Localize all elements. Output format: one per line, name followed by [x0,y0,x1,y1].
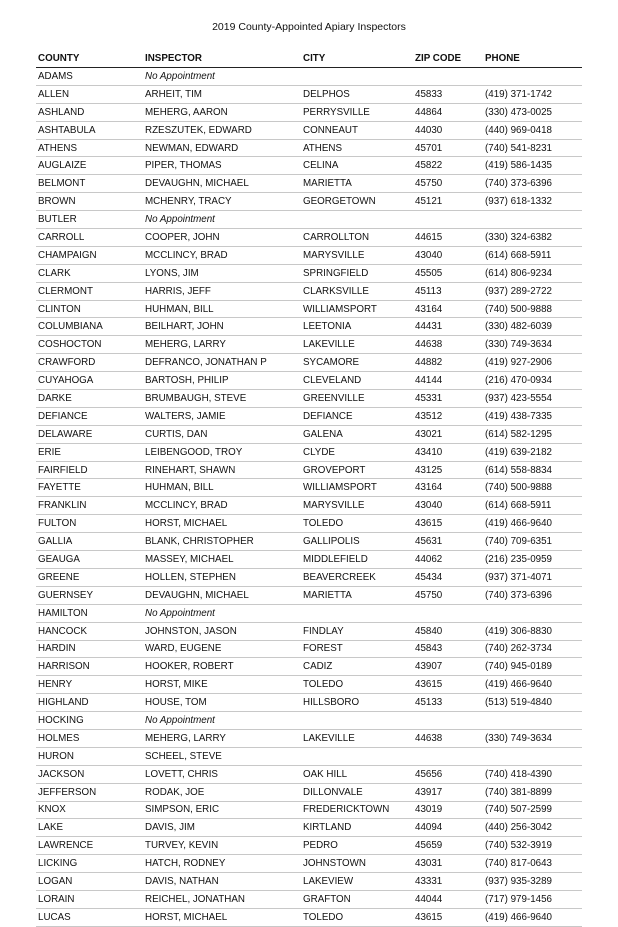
table-row [36,533,582,551]
city-cell: CLEVELAND [301,372,413,390]
phone-cell [483,747,582,765]
city-cell: CELINA [301,157,413,175]
inspector-cell: HORST, MICHAEL [143,908,301,926]
inspector-cell: MEHERG, LARRY [143,336,301,354]
county-cell: AUGLAIZE [36,157,143,175]
city-cell: MARYSVILLE [301,497,413,515]
city-cell: DEFIANCE [301,407,413,425]
inspector-cell: BARTOSH, PHILIP [143,372,301,390]
zip-code-cell: 44431 [413,318,483,336]
phone-cell: (740) 262-3734 [483,640,582,658]
zip-code-cell: 45659 [413,837,483,855]
city-cell: OAK HILL [301,765,413,783]
phone-cell: (937) 371-4071 [483,568,582,586]
zip-code-cell: 45133 [413,694,483,712]
county-cell: ERIE [36,443,143,461]
zip-code-cell: 44144 [413,372,483,390]
table-row [36,103,582,121]
table-row [36,712,582,730]
zip-code-cell: 43917 [413,783,483,801]
county-cell: HAMILTON [36,604,143,622]
table-row [36,676,582,694]
inspector-cell: DEVAUGHN, MICHAEL [143,175,301,193]
inspector-cell: RINEHART, SHAWN [143,461,301,479]
zip-code-cell: 45113 [413,282,483,300]
city-cell: CADIZ [301,658,413,676]
inspector-cell: RZESZUTEK, EDWARD [143,121,301,139]
phone-cell: (330) 482-6039 [483,318,582,336]
city-cell: FINDLAY [301,622,413,640]
phone-cell: (330) 749-3634 [483,336,582,354]
inspector-cell: DAVIS, JIM [143,819,301,837]
zip-code-cell: 43040 [413,246,483,264]
city-cell: GRAFTON [301,890,413,908]
zip-code-cell [413,712,483,730]
county-cell: LAWRENCE [36,837,143,855]
county-cell: ASHLAND [36,103,143,121]
zip-code-cell: 45331 [413,390,483,408]
table-row [36,157,582,175]
county-cell: COSHOCTON [36,336,143,354]
inspector-cell: HOOKER, ROBERT [143,658,301,676]
table-row [36,461,582,479]
inspector-cell: HORST, MICHAEL [143,515,301,533]
city-cell: GALENA [301,425,413,443]
city-cell [301,747,413,765]
phone-cell: (440) 256-3042 [483,819,582,837]
city-cell: FREDERICKTOWN [301,801,413,819]
phone-cell: (740) 381-8899 [483,783,582,801]
phone-cell [483,604,582,622]
table-row [36,765,582,783]
inspector-cell: JOHNSTON, JASON [143,622,301,640]
zip-code-cell: 45833 [413,85,483,103]
phone-cell: (740) 373-6396 [483,586,582,604]
column-header-county: COUNTY [36,50,143,68]
city-cell: MARYSVILLE [301,246,413,264]
city-cell: TOLEDO [301,908,413,926]
phone-cell: (419) 586-1435 [483,157,582,175]
zip-code-cell: 43331 [413,873,483,891]
zip-code-cell: 44882 [413,354,483,372]
city-cell: GALLIPOLIS [301,533,413,551]
city-cell [301,211,413,229]
city-cell: CLYDE [301,443,413,461]
city-cell: FOREST [301,640,413,658]
city-cell: LAKEVILLE [301,336,413,354]
county-cell: BUTLER [36,211,143,229]
inspector-cell: PIPER, THOMAS [143,157,301,175]
county-cell: HURON [36,747,143,765]
phone-cell [483,712,582,730]
inspector-cell: DAVIS, NATHAN [143,873,301,891]
county-cell: BROWN [36,193,143,211]
county-cell: HOLMES [36,729,143,747]
inspector-cell: LOVETT, CHRIS [143,765,301,783]
table-row [36,568,582,586]
table-row [36,586,582,604]
zip-code-cell: 43512 [413,407,483,425]
city-cell: LAKEVIEW [301,873,413,891]
zip-code-cell: 43410 [413,443,483,461]
county-cell: LOGAN [36,873,143,891]
county-cell: DARKE [36,390,143,408]
city-cell: CLARKSVILLE [301,282,413,300]
phone-cell: (419) 466-9640 [483,515,582,533]
inspector-cell: DEVAUGHN, MICHAEL [143,586,301,604]
county-cell: GALLIA [36,533,143,551]
zip-code-cell: 45750 [413,175,483,193]
county-cell: CLERMONT [36,282,143,300]
table-row [36,264,582,282]
county-cell: LICKING [36,855,143,873]
phone-cell: (740) 532-3919 [483,837,582,855]
city-cell: MARIETTA [301,175,413,193]
phone-cell: (740) 817-0643 [483,855,582,873]
zip-code-cell: 45121 [413,193,483,211]
city-cell: BEAVERCREEK [301,568,413,586]
phone-cell: (740) 373-6396 [483,175,582,193]
county-cell: DELAWARE [36,425,143,443]
city-cell: CARROLLTON [301,229,413,247]
table-row [36,85,582,103]
city-cell [301,712,413,730]
zip-code-cell: 45656 [413,765,483,783]
phone-cell: (614) 668-5911 [483,246,582,264]
table-row [36,694,582,712]
table-row [36,729,582,747]
inspector-cell: RODAK, JOE [143,783,301,801]
phone-cell: (419) 371-1742 [483,85,582,103]
inspector-cell: MASSEY, MICHAEL [143,551,301,569]
city-cell: JOHNSTOWN [301,855,413,873]
phone-cell: (419) 438-7335 [483,407,582,425]
county-cell: GREENE [36,568,143,586]
county-cell: BELMONT [36,175,143,193]
zip-code-cell: 45840 [413,622,483,640]
inspectors-table [36,50,582,927]
county-cell: CHAMPAIGN [36,246,143,264]
zip-code-cell: 44615 [413,229,483,247]
table-row [36,551,582,569]
phone-cell: (740) 500-9888 [483,479,582,497]
zip-code-cell: 45434 [413,568,483,586]
inspector-cell: MEHERG, AARON [143,103,301,121]
city-cell: PEDRO [301,837,413,855]
phone-cell: (614) 558-8834 [483,461,582,479]
inspector-cell: No Appointment [143,211,301,229]
city-cell: GEORGETOWN [301,193,413,211]
table-row [36,640,582,658]
county-cell: CLARK [36,264,143,282]
phone-cell: (740) 418-4390 [483,765,582,783]
phone-cell: (216) 235-0959 [483,551,582,569]
phone-cell: (419) 466-9640 [483,908,582,926]
zip-code-cell: 44030 [413,121,483,139]
table-row [36,193,582,211]
table-row [36,68,582,86]
city-cell: ATHENS [301,139,413,157]
inspector-cell: LYONS, JIM [143,264,301,282]
county-cell: CUYAHOGA [36,372,143,390]
zip-code-cell: 43164 [413,479,483,497]
inspector-cell: WALTERS, JAMIE [143,407,301,425]
inspector-cell: HOLLEN, STEPHEN [143,568,301,586]
county-cell: HANCOCK [36,622,143,640]
county-cell: KNOX [36,801,143,819]
city-cell: PERRYSVILLE [301,103,413,121]
inspector-cell: HOUSE, TOM [143,694,301,712]
county-cell: FAYETTE [36,479,143,497]
inspector-cell: TURVEY, KEVIN [143,837,301,855]
table-row [36,783,582,801]
zip-code-cell: 43615 [413,515,483,533]
zip-code-cell: 43040 [413,497,483,515]
zip-code-cell: 43019 [413,801,483,819]
city-cell: TOLEDO [301,676,413,694]
county-cell: HIGHLAND [36,694,143,712]
column-header-zip-code: ZIP CODE [413,50,483,68]
phone-cell: (937) 618-1332 [483,193,582,211]
city-cell: CONNEAUT [301,121,413,139]
zip-code-cell: 44094 [413,819,483,837]
inspector-cell: MCHENRY, TRACY [143,193,301,211]
inspector-cell: ARHEIT, TIM [143,85,301,103]
city-cell: MARIETTA [301,586,413,604]
phone-cell: (419) 927-2906 [483,354,582,372]
table-row [36,479,582,497]
inspector-cell: CURTIS, DAN [143,425,301,443]
zip-code-cell [413,68,483,86]
table-row [36,890,582,908]
zip-code-cell [413,747,483,765]
zip-code-cell: 45843 [413,640,483,658]
phone-cell: (937) 423-5554 [483,390,582,408]
county-cell: FULTON [36,515,143,533]
table-row [36,407,582,425]
phone-cell: (740) 945-0189 [483,658,582,676]
table-row [36,873,582,891]
city-cell: WILLIAMSPORT [301,479,413,497]
table-row [36,622,582,640]
table-row [36,246,582,264]
table-row [36,425,582,443]
phone-cell: (419) 466-9640 [483,676,582,694]
table-row [36,229,582,247]
table-body [36,68,582,927]
table-row [36,282,582,300]
table-row [36,318,582,336]
zip-code-cell: 43907 [413,658,483,676]
table-row [36,336,582,354]
table-row [36,175,582,193]
county-cell: FRANKLIN [36,497,143,515]
column-header-city: CITY [301,50,413,68]
table-row [36,837,582,855]
county-cell: JACKSON [36,765,143,783]
zip-code-cell: 45750 [413,586,483,604]
county-cell: HARDIN [36,640,143,658]
county-cell: HOCKING [36,712,143,730]
table-row [36,658,582,676]
county-cell: ATHENS [36,139,143,157]
zip-code-cell: 43125 [413,461,483,479]
inspector-cell: No Appointment [143,604,301,622]
table-row [36,121,582,139]
zip-code-cell: 43021 [413,425,483,443]
phone-cell: (614) 668-5911 [483,497,582,515]
county-cell: HENRY [36,676,143,694]
inspector-cell: SCHEEL, STEVE [143,747,301,765]
city-cell: LAKEVILLE [301,729,413,747]
phone-cell: (419) 639-2182 [483,443,582,461]
phone-cell: (740) 709-6351 [483,533,582,551]
zip-code-cell: 45505 [413,264,483,282]
phone-cell: (740) 541-8231 [483,139,582,157]
table-row [36,372,582,390]
county-cell: CRAWFORD [36,354,143,372]
county-cell: LAKE [36,819,143,837]
table-row [36,819,582,837]
phone-cell: (216) 470-0934 [483,372,582,390]
city-cell: WILLIAMSPORT [301,300,413,318]
inspector-cell: MCCLINCY, BRAD [143,497,301,515]
inspector-cell: HARRIS, JEFF [143,282,301,300]
county-cell: ASHTABULA [36,121,143,139]
table-row [36,300,582,318]
inspector-cell: No Appointment [143,68,301,86]
table-row [36,908,582,926]
table-row [36,747,582,765]
city-cell: DILLONVALE [301,783,413,801]
city-cell: KIRTLAND [301,819,413,837]
zip-code-cell: 43031 [413,855,483,873]
zip-code-cell: 43615 [413,676,483,694]
table-row [36,139,582,157]
inspector-cell: COOPER, JOHN [143,229,301,247]
city-cell [301,604,413,622]
county-cell: CLINTON [36,300,143,318]
inspector-cell: No Appointment [143,712,301,730]
phone-cell: (330) 749-3634 [483,729,582,747]
county-cell: LUCAS [36,908,143,926]
zip-code-cell: 44638 [413,336,483,354]
city-cell [301,68,413,86]
inspector-cell: HUHMAN, BILL [143,479,301,497]
county-cell: HARRISON [36,658,143,676]
table-row [36,354,582,372]
county-cell: COLUMBIANA [36,318,143,336]
table-header-row [36,50,582,68]
phone-cell: (513) 519-4840 [483,694,582,712]
county-cell: LORAIN [36,890,143,908]
county-cell: DEFIANCE [36,407,143,425]
city-cell: TOLEDO [301,515,413,533]
zip-code-cell: 43164 [413,300,483,318]
inspector-cell: MEHERG, LARRY [143,729,301,747]
zip-code-cell: 44062 [413,551,483,569]
city-cell: GREENVILLE [301,390,413,408]
table-row [36,390,582,408]
zip-code-cell: 45822 [413,157,483,175]
phone-cell: (419) 306-8830 [483,622,582,640]
county-cell: ALLEN [36,85,143,103]
phone-cell: (717) 979-1456 [483,890,582,908]
inspector-cell: MCCLINCY, BRAD [143,246,301,264]
county-cell: JEFFERSON [36,783,143,801]
phone-cell [483,211,582,229]
column-header-phone: PHONE [483,50,582,68]
table-row [36,497,582,515]
table-row [36,211,582,229]
phone-cell: (440) 969-0418 [483,121,582,139]
county-cell: ADAMS [36,68,143,86]
document-title: 2019 County-Appointed Apiary Inspectors [212,21,406,33]
city-cell: GROVEPORT [301,461,413,479]
inspector-cell: HORST, MIKE [143,676,301,694]
zip-code-cell [413,604,483,622]
inspector-cell: BLANK, CHRISTOPHER [143,533,301,551]
inspector-cell: NEWMAN, EDWARD [143,139,301,157]
zip-code-cell: 44638 [413,729,483,747]
inspector-cell: WARD, EUGENE [143,640,301,658]
table-row [36,604,582,622]
table-row [36,801,582,819]
zip-code-cell: 45631 [413,533,483,551]
zip-code-cell: 44044 [413,890,483,908]
city-cell: LEETONIA [301,318,413,336]
inspector-cell: HATCH, RODNEY [143,855,301,873]
phone-cell: (330) 473-0025 [483,103,582,121]
phone-cell [483,68,582,86]
phone-cell: (614) 806-9234 [483,264,582,282]
phone-cell: (740) 507-2599 [483,801,582,819]
phone-cell: (937) 935-3289 [483,873,582,891]
county-cell: FAIRFIELD [36,461,143,479]
zip-code-cell [413,211,483,229]
inspector-cell: SIMPSON, ERIC [143,801,301,819]
zip-code-cell: 43615 [413,908,483,926]
zip-code-cell: 44864 [413,103,483,121]
table-row [36,443,582,461]
inspector-cell: LEIBENGOOD, TROY [143,443,301,461]
city-cell: HILLSBORO [301,694,413,712]
inspector-cell: BRUMBAUGH, STEVE [143,390,301,408]
zip-code-cell: 45701 [413,139,483,157]
county-cell: GEAUGA [36,551,143,569]
inspector-cell: REICHEL, JONATHAN [143,890,301,908]
table-row [36,855,582,873]
phone-cell: (937) 289-2722 [483,282,582,300]
phone-cell: (614) 582-1295 [483,425,582,443]
inspector-cell: BEILHART, JOHN [143,318,301,336]
column-header-inspector: INSPECTOR [143,50,301,68]
inspector-cell: HUHMAN, BILL [143,300,301,318]
city-cell: SYCAMORE [301,354,413,372]
city-cell: SPRINGFIELD [301,264,413,282]
county-cell: GUERNSEY [36,586,143,604]
city-cell: DELPHOS [301,85,413,103]
phone-cell: (330) 324-6382 [483,229,582,247]
county-cell: CARROLL [36,229,143,247]
phone-cell: (740) 500-9888 [483,300,582,318]
table-row [36,515,582,533]
city-cell: MIDDLEFIELD [301,551,413,569]
inspector-cell: DEFRANCO, JONATHAN P [143,354,301,372]
